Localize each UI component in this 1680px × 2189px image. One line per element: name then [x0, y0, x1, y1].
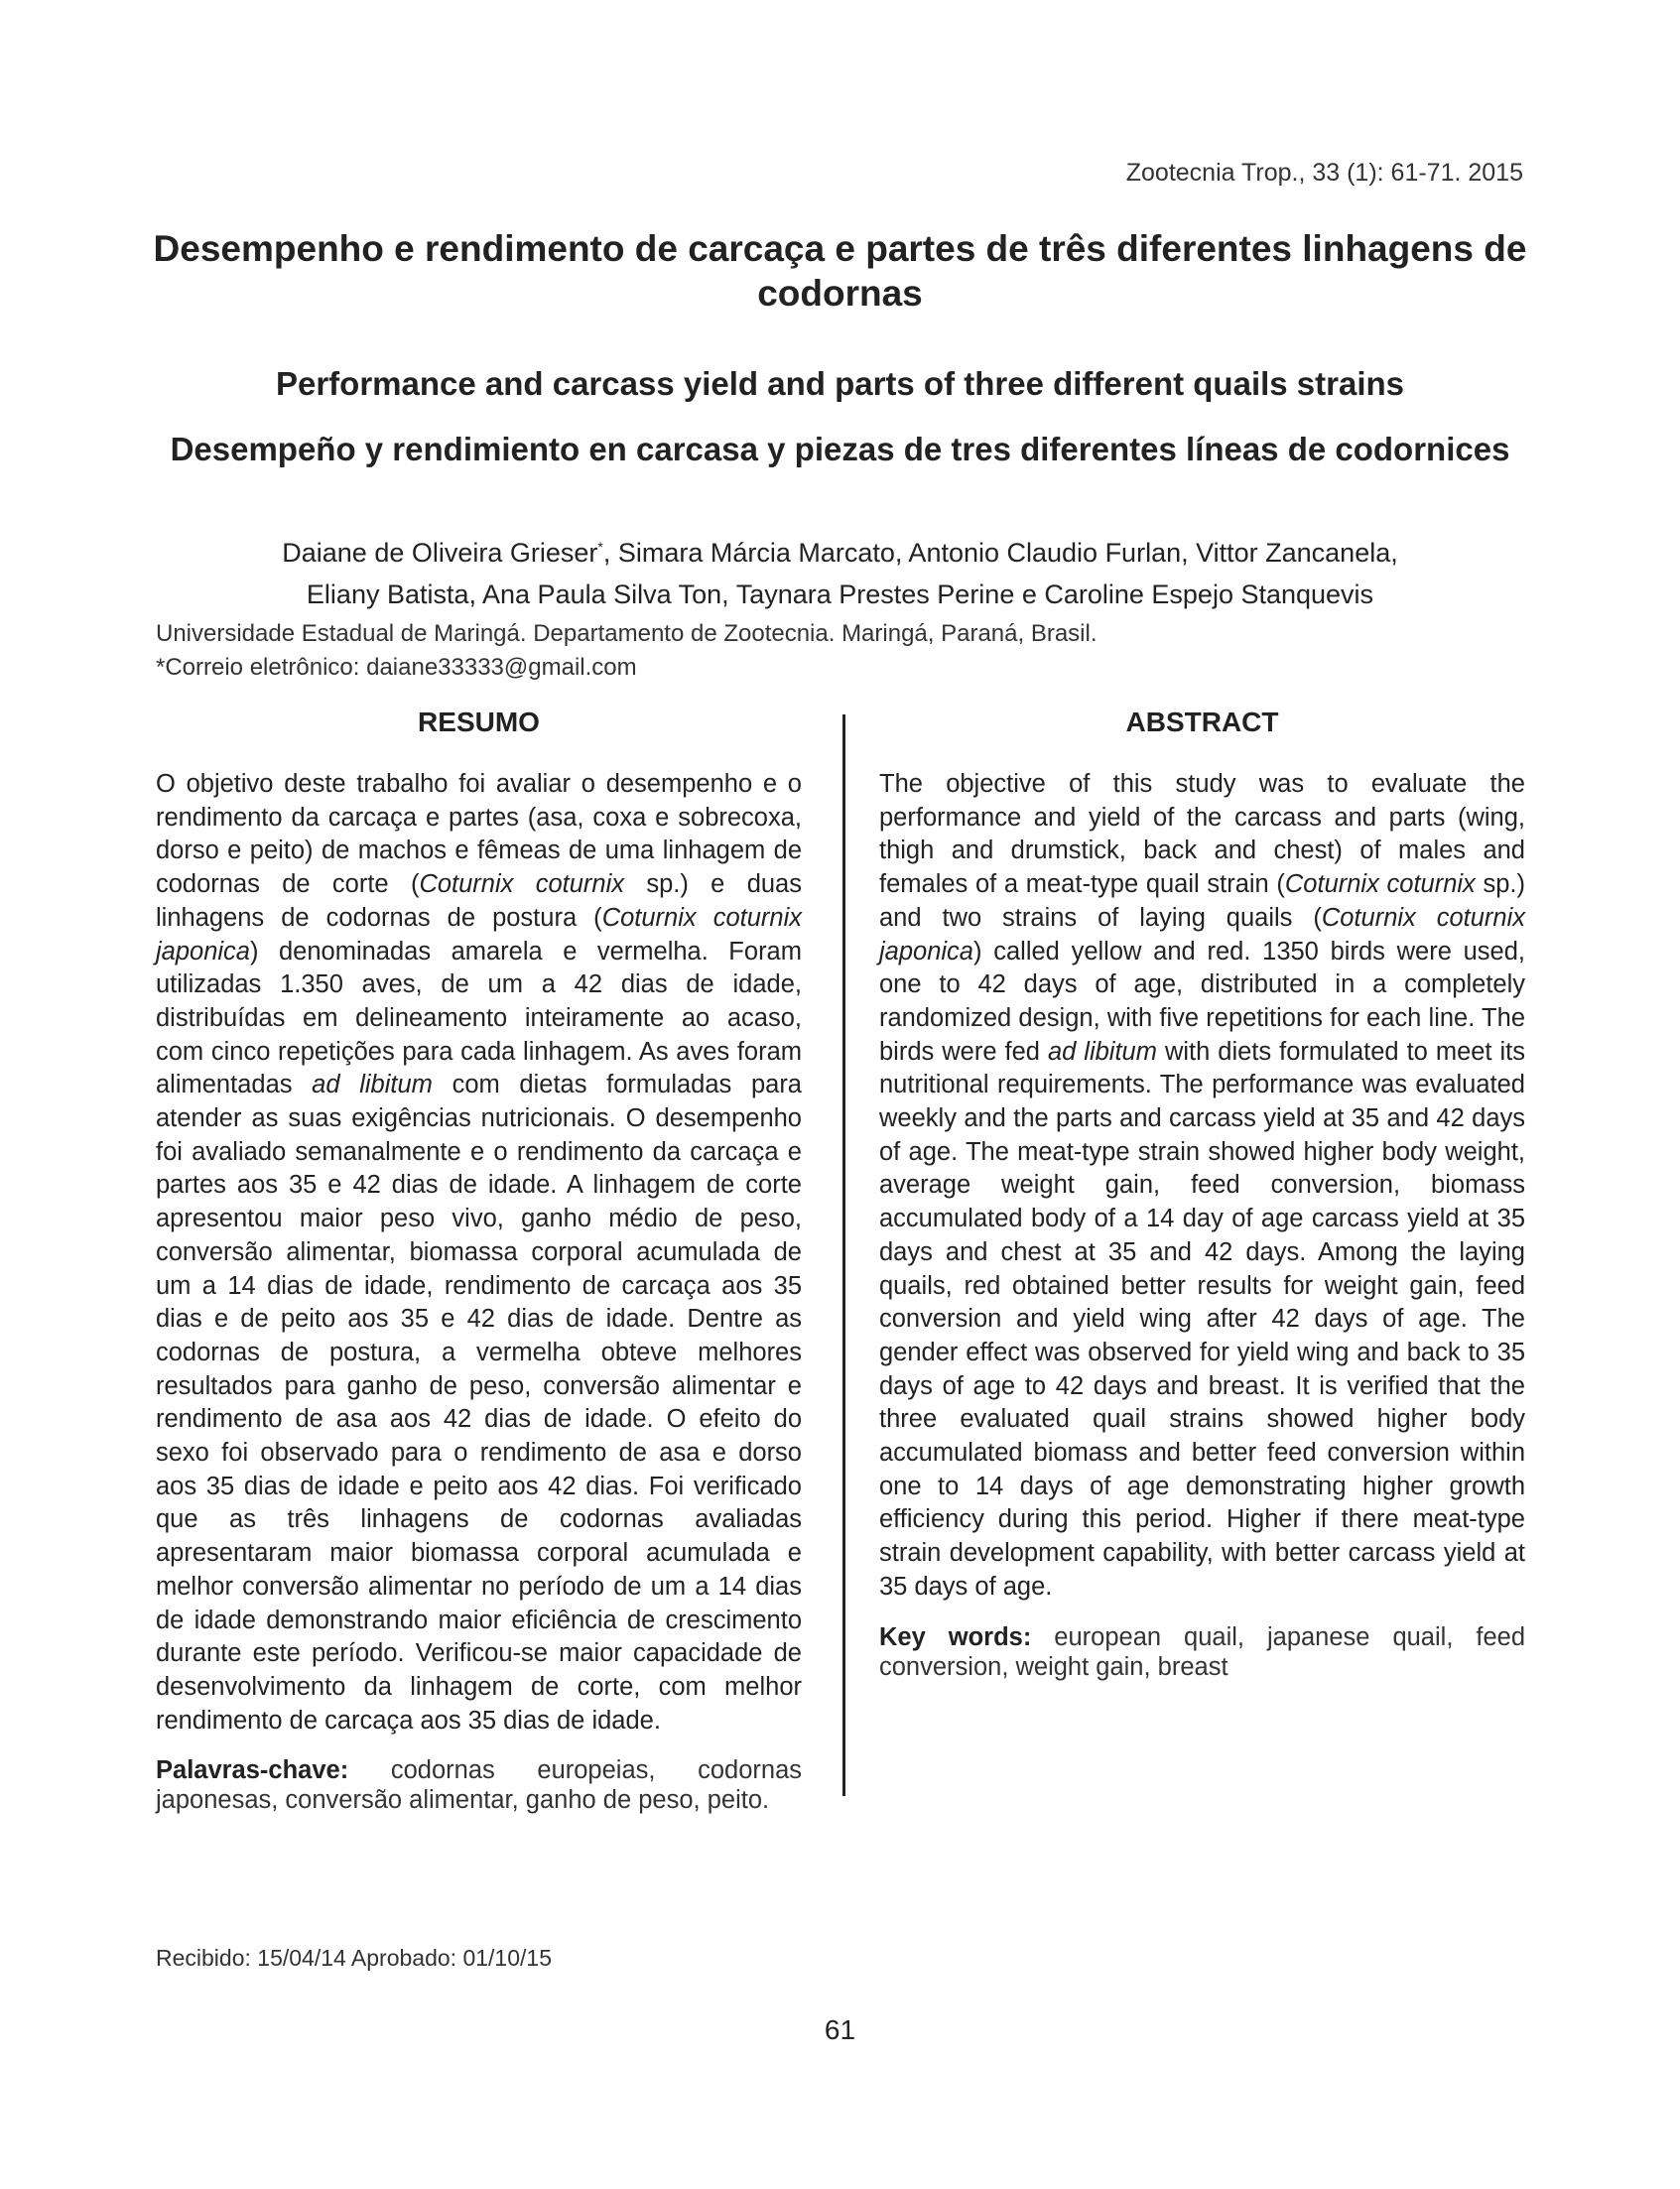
resumo-column: [156, 707, 802, 1815]
abstract-heading: ABSTRACT: [1125, 707, 1279, 737]
title-portuguese: Desempenho e rendimento de carcaça e partes de três diferentes linhagens de codornas: [153, 228, 1527, 314]
abstract-column: [879, 707, 1525, 1682]
page-number: 61: [824, 2014, 856, 2045]
resumo-heading: RESUMO: [418, 707, 540, 737]
other-authors-1: , Simara Márcia Marcato, Antonio Claudio Furlan, Vittor Zancanela,: [602, 538, 1398, 568]
title-spanish: Desempeño y rendimiento en carcasa y piezas de tres diferentes líneas de codornices: [170, 431, 1510, 467]
species-name: Coturnix coturnix: [1284, 870, 1476, 899]
journal-citation: Zootecnia Trop., 33 (1): 61-71. 2015: [1125, 159, 1523, 187]
latin-term: ad libitum: [312, 1071, 433, 1099]
species-name: Coturnix coturnix japonica: [156, 903, 802, 966]
keywords-label: Key words:: [879, 1622, 1032, 1651]
first-author: Daiane de Oliveira Grieser: [282, 538, 598, 568]
abstract-keywords: Key words: european quail, japanese quail, feed conversion, weight gain, breast: [879, 1622, 1526, 1681]
contact-email: *Correio eletrônico: daiane33333@gmail.com: [156, 654, 637, 681]
species-name: Coturnix coturnix: [419, 870, 625, 899]
received-dates: Recibido: 15/04/14 Aprobado: 01/10/15: [156, 1945, 552, 1971]
title-english: Performance and carcass yield and parts of three different quails strains: [275, 365, 1405, 402]
corresponding-mark: *: [597, 539, 603, 555]
resumo-keywords: Palavras-chave: codornas europeias, codornas japonesas, conversão alimentar, ganho de peso, peito.: [156, 1756, 802, 1815]
abstract-text: The objective of this study was to evaluate the performance and yield of the carcass and parts (wing, thigh and drumstick, back and chest) of males and females of a meat-type quail strain (Coturnix coturnix sp.) and two strains of laying quails (Coturnix coturnix japonica) called yellow and red. 1350 birds were used, one to 42 days of age, distributed in a completely randomized design, with five repetitions for each line. The birds were fed ad libitum with diets formulated to meet its nutritional requirements. The performance was evaluated weekly and the parts and carcass yield at 35 and 42 days of age. The meat-type strain showed higher body weight, average weight gain, feed conversion, biomass accumulated body of a 14 day of age carcass yield at 35 days and chest at 35 and 42 days. Among the laying quails, red obtained better results for weight gain, feed conversion and yield wing after 42 days of age. The gender effect was observed for yield wing and back to 35 days of age to 42 days and breast. It is verified that the three evaluated quail strains showed higher body accumulated biomass and better feed conversion within one to 14 days of age demonstrating higher growth efficiency during this period. Higher if there meat-type strain development capability, with better carcass yield at 35 days of age.: [879, 770, 1525, 1601]
resumo-text: O objetivo deste trabalho foi avaliar o desempenho e o rendimento da carcaça e partes (asa, coxa e sobrecoxa, dorso e peito) de machos e fêmeas de uma linhagem de codornas de corte (Coturnix coturnix sp.) e duas linhagens de codornas de postura (Coturnix coturnix japonica) denominadas amarela e vermelha. Foram utilizadas 1.350 aves, de um a 42 dias de idade, distribuídas em delineamento inteiramente ao acaso, com cinco repetições para cada linhagem. As aves foram alimentadas ad libitum com dietas formuladas para atender as suas exigências nutricionais. O desempenho foi avaliado semanalmente e o rendimento da carcaça e partes aos 35 e 42 dias de idade. A linhagem de corte apresentou maior peso vivo, ganho médio de peso, conversão alimentar, biomassa corporal acumulada de um a 14 dias de idade, rendimento de carcaça aos 35 dias e de peito aos 35 e 42 dias de idade. Dentre as codornas de postura, a vermelha obteve melhores resultados para ganho de peso, conversão alimentar e rendimento de asa aos 42 dias de idade. O efeito do sexo foi observado para o rendimento de asa e dorso aos 35 dias de idade e peito aos 42 dias. Foi verificado que as três linhagens de codornas avaliadas apresentaram maior biomassa corporal acumulada e melhor conversão alimentar no período de um a 14 dias de idade demonstrando maior eficiência de crescimento durante este período. Verificou-se maior capacidade de desenvolvimento da linhagem de corte, com melhor rendimento de carcaça aos 35 dias de idade.: [156, 770, 802, 1735]
keywords-label: Palavras-chave:: [156, 1756, 349, 1785]
authors-line-2: Eliany Batista, Ana Paula Silva Ton, Taynara Prestes Perine e Caroline Espejo Stanquevis: [306, 579, 1374, 609]
author-list: [149, 526, 1531, 615]
affiliation-block: [156, 617, 1525, 685]
column-divider: [842, 714, 845, 1796]
authors-line-1: [149, 526, 1531, 574]
species-name: Coturnix coturnix japonica: [879, 903, 1525, 966]
latin-term: ad libitum: [1047, 1037, 1157, 1066]
institution: Universidade Estadual de Maringá. Departamento de Zootecnia. Maringá, Paraná, Brasil.: [156, 620, 1098, 647]
